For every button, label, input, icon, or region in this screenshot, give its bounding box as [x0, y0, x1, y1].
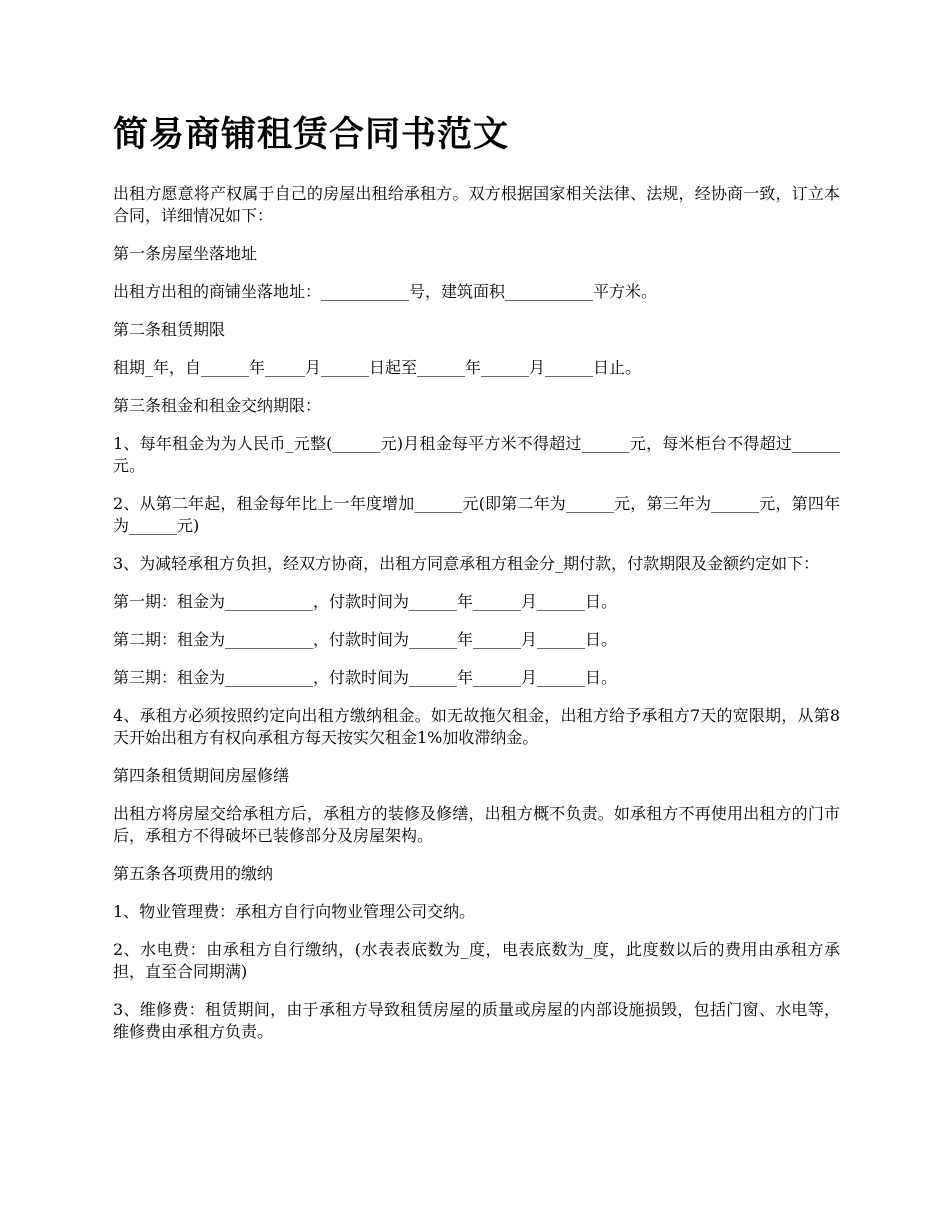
- payment-period-1: 第一期：租金为___________，付款时间为______年______月______日。: [113, 592, 618, 611]
- article-3-item-2: 2、从第二年起，租金每年比上一年度增加______元(即第二年为______元，第三年为______元，第四年为______元): [113, 494, 840, 535]
- article-3-item-3: 3、为减轻承租方负担，经双方协商，出租方同意承租方租金分_期付款，付款期限及金额约定如下：: [113, 554, 820, 573]
- article-3-item-1: 1、每年租金为为人民币_元整(______元)月租金每平方米不得超过______元，每米柜台不得超过______元。: [113, 434, 840, 475]
- intro-paragraph: 出租方愿意将产权属于自己的房屋出租给承租方。双方根据国家相关法律、法规，经协商一致，订立本合同，详细情况如下：: [113, 184, 840, 225]
- article-3-item-4: 4、承租方必须按照约定向出租方缴纳租金。如无故拖欠租金，出租方给予承租方7天的宽限期，从第8天开始出租方有权向承租方每天按实欠租金1%加收滞纳金。: [113, 706, 840, 747]
- article-2-term: 租期_年，自______年_____月______日起至______年______月______日止。: [113, 358, 642, 377]
- article-3-heading: 第三条租金和租金交纳期限：: [113, 396, 322, 415]
- article-5-item-2: 2、水电费：由承租方自行缴纳，(水表表底数为_度，电表底数为_度，此度数以后的费用由承租方承担，直至合同期满): [113, 940, 840, 981]
- document-page: [113, 112, 840, 1059]
- article-4-body: 出租方将房屋交给承租方后，承租方的装修及修缮，出租方概不负责。如承租方不再使用出租方的门市后，承租方不得破坏已装修部分及房屋架构。: [113, 804, 840, 845]
- document-title: 简易商铺租赁合同书范文: [113, 115, 510, 155]
- article-4-heading: 第四条租赁期间房屋修缮: [113, 766, 290, 785]
- payment-period-3: 第三期：租金为___________，付款时间为______年______月______日。: [113, 668, 618, 687]
- article-5-item-3: 3、维修费：租赁期间，由于承租方导致租赁房屋的质量或房屋的内部设施损毁，包括门窗、水电等，维修费由承租方负责。: [113, 1000, 840, 1041]
- article-1-heading: 第一条房屋坐落地址: [113, 244, 258, 263]
- article-1-address: 出租方出租的商铺坐落地址：___________号，建筑面积___________平方米。: [113, 282, 658, 301]
- article-5-item-1: 1、物业管理费：承租方自行向物业管理公司交纳。: [113, 902, 476, 921]
- payment-period-2: 第二期：租金为___________，付款时间为______年______月______日。: [113, 630, 618, 649]
- article-2-heading: 第二条租赁期限: [113, 320, 226, 339]
- article-5-heading: 第五条各项费用的缴纳: [113, 864, 274, 883]
